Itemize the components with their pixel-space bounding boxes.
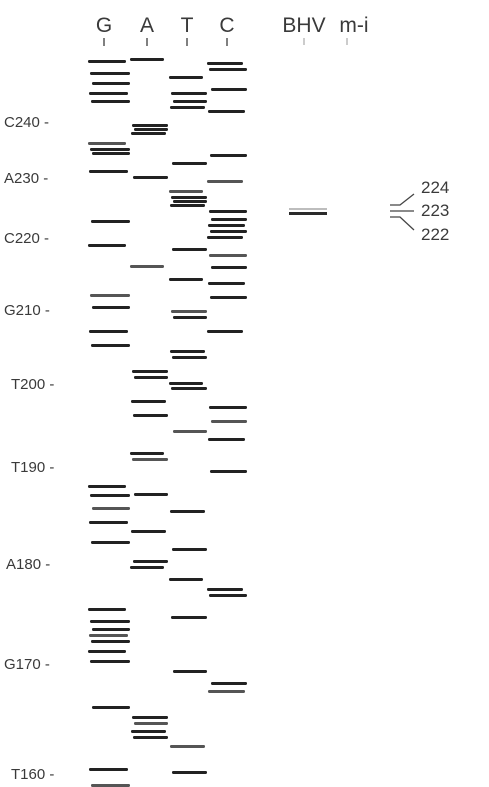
gel-band-c [208, 690, 245, 693]
band-number-224: 224 [421, 178, 450, 197]
gel-band-g [90, 148, 130, 151]
gel-band-g [90, 294, 130, 297]
gel-band-c [210, 230, 247, 233]
gel-band-c [211, 88, 247, 91]
gel-band-a [134, 493, 168, 496]
gel-band-c [210, 154, 247, 157]
gel-band-t [173, 200, 207, 203]
band-number-223: 223 [421, 201, 450, 220]
position-marker-c220: C220 - [4, 230, 50, 247]
gel-band-t [171, 92, 207, 95]
gel-bands [88, 58, 247, 787]
band-bracket [390, 194, 414, 230]
gel-band-t [170, 745, 205, 748]
gel-band-t [169, 190, 203, 193]
gel-band-c [210, 296, 247, 299]
gel-band-c [208, 282, 245, 285]
gel-band-g [91, 220, 130, 223]
gel-band-g [88, 60, 126, 63]
gel-band-a [133, 560, 168, 563]
lane-ticks [104, 38, 347, 46]
gel-band-g [90, 620, 130, 623]
gel-band-t [171, 387, 207, 390]
gel-band-g [88, 485, 126, 488]
gel-band-c [208, 224, 245, 227]
gel-band-c [211, 266, 247, 269]
gel-band-g [92, 82, 130, 85]
gel-band-g [89, 634, 128, 637]
gel-band-c [211, 682, 247, 685]
gel-band-a [133, 736, 168, 739]
gel-band-a [130, 452, 164, 455]
gel-band-g [89, 768, 128, 771]
gel-band-g [89, 330, 128, 333]
gel-band-c [209, 210, 247, 213]
gel-band-g [89, 92, 128, 95]
gel-band-t [170, 350, 205, 353]
gel-band-c [211, 420, 247, 423]
lane-label-t: T [180, 14, 194, 37]
gel-band-g [90, 72, 130, 75]
gel-band-g [91, 100, 130, 103]
gel-band-c [207, 236, 243, 239]
gel-band-g [90, 494, 130, 497]
gel-band-t [169, 76, 203, 79]
gel-band-t [172, 771, 207, 774]
gel-band-t [173, 100, 207, 103]
gel-band-c [209, 68, 247, 71]
band-number-222: 222 [421, 225, 450, 244]
gel-band-a [132, 124, 168, 127]
gel-band-a [134, 722, 168, 725]
gel-band-a [132, 716, 168, 719]
gel-band-a [130, 566, 164, 569]
gel-band-t [170, 106, 205, 109]
position-marker-a180: A180 - [6, 556, 51, 573]
bhv-band [289, 208, 327, 215]
gel-band-g [92, 628, 130, 631]
gel-band-t [169, 382, 203, 385]
lane-label-m-i: m-i [339, 14, 369, 37]
gel-band-g [92, 152, 130, 155]
gel-band-t [173, 316, 207, 319]
position-marker-t190: T190 - [11, 459, 55, 476]
gel-band-t [171, 310, 207, 313]
gel-band-t [170, 510, 205, 513]
lane-label-g: G [95, 14, 113, 37]
gel-band-t [169, 278, 203, 281]
gel-band-t [172, 548, 207, 551]
gel-band-g [92, 706, 130, 709]
lane-label-c: C [219, 14, 235, 37]
gel-band-c [207, 62, 243, 65]
gel-band-c [207, 588, 243, 591]
position-marker-t160: T160 - [11, 766, 55, 783]
gel-band-c [207, 330, 243, 333]
gel-band-c [209, 406, 247, 409]
position-marker-g210: G210 - [4, 302, 50, 319]
gel-band-g [91, 640, 130, 643]
gel-band-c [211, 218, 247, 221]
gel-band-g [88, 650, 126, 653]
gel-band-c [208, 438, 245, 441]
gel-band-t [170, 204, 205, 207]
position-marker-t200: T200 - [11, 376, 55, 393]
gel-band-a [133, 176, 168, 179]
gel-band-t [172, 248, 207, 251]
gel-band-c [208, 110, 245, 113]
gel-band-c [210, 470, 247, 473]
gel-band-a [134, 128, 168, 131]
gel-band-t [171, 196, 207, 199]
gel-band-t [173, 430, 207, 433]
gel-band-g [92, 507, 130, 510]
gel-band-g [88, 244, 126, 247]
position-marker-c240: C240 - [4, 114, 50, 131]
gel-band-g [91, 541, 130, 544]
gel-band-g [88, 142, 126, 145]
gel-band-t [172, 356, 207, 359]
gel-band-g [88, 608, 126, 611]
gel-band-c [209, 254, 247, 257]
lane-label-bhv: BHV [282, 14, 326, 37]
gel-band-a [130, 58, 164, 61]
gel-band-c [207, 180, 243, 183]
lane-label-a: A [139, 14, 155, 37]
gel-band-a [131, 730, 166, 733]
position-marker-a230: A230 - [4, 170, 49, 187]
gel-band-a [134, 376, 168, 379]
gel-band-c [209, 594, 247, 597]
gel-band-a [133, 414, 168, 417]
position-marker-g170: G170 - [4, 656, 50, 673]
gel-band-g [91, 344, 130, 347]
gel-band-g [90, 660, 130, 663]
gel-band-a [131, 400, 166, 403]
gel-band-t [172, 162, 207, 165]
gel-band-t [169, 578, 203, 581]
gel-band-a [131, 132, 166, 135]
gel-band-a [132, 370, 168, 373]
gel-band-a [130, 265, 164, 268]
gel-band-g [92, 306, 130, 309]
gel-band-t [173, 670, 207, 673]
gel-band-a [131, 530, 166, 533]
gel-band-a [132, 458, 168, 461]
gel-band-t [171, 616, 207, 619]
gel-band-g [89, 170, 128, 173]
gel-band-g [89, 521, 128, 524]
